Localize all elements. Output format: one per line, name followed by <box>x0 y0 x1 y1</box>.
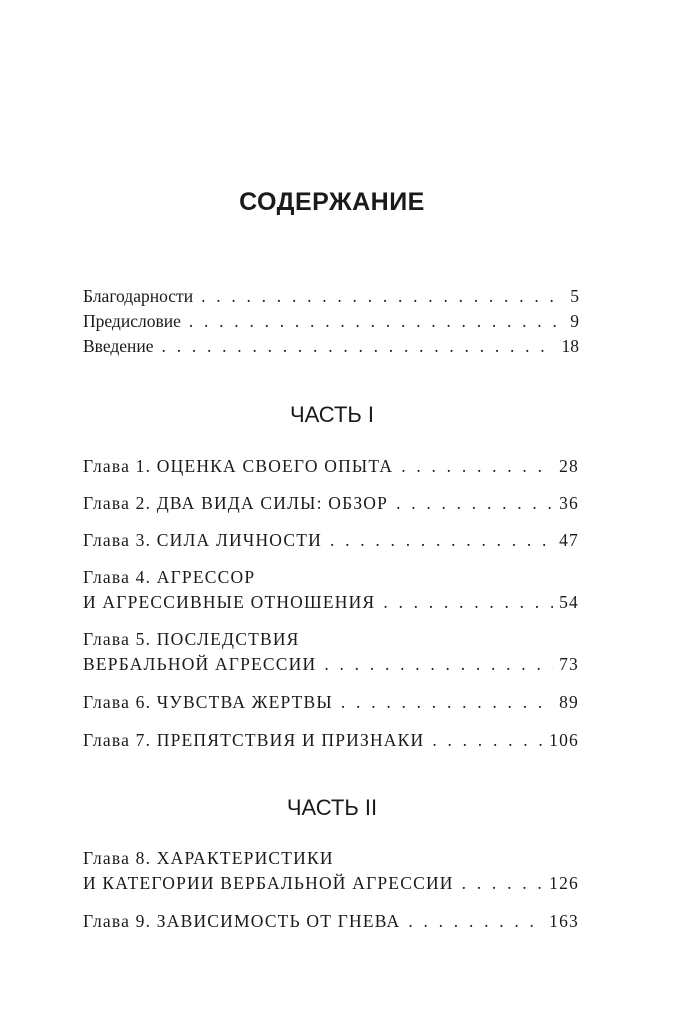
toc-entry-label-line1: Глава 8. ХАРАКТЕРИСТИКИ <box>83 848 334 868</box>
toc-entry-chapter-3[interactable] <box>83 528 579 553</box>
toc-entry-page: 9 <box>570 311 579 331</box>
part-2-heading: ЧАСТЬ II <box>286 795 378 820</box>
dot-leader <box>462 871 544 896</box>
toc-entry-page: 5 <box>570 286 579 306</box>
toc-entry-label: Глава 7. ПРЕПЯТСТВИЯ И ПРИЗНАКИ <box>83 730 425 750</box>
toc-entry-page: 36 <box>559 493 579 513</box>
toc-entry-page: 28 <box>559 456 579 476</box>
dot-leader <box>408 909 543 934</box>
dot-leader <box>330 528 553 553</box>
toc-entry-page: 18 <box>561 336 579 356</box>
toc-entry-page: 47 <box>559 530 579 550</box>
toc-entry-label: Глава 1. ОЦЕНКА СВОЕГО ОПЫТА <box>83 456 394 476</box>
toc-entry-chapter-6[interactable] <box>83 690 579 715</box>
toc-entry-label: Введение <box>83 336 154 356</box>
dot-leader <box>162 334 556 359</box>
toc-entry-label: Глава 9. ЗАВИСИМОСТЬ ОТ ГНЕВА <box>83 911 401 931</box>
toc-entry-label: Глава 3. СИЛА ЛИЧНОСТИ <box>83 530 322 550</box>
toc-entry-label: И КАТЕГОРИИ ВЕРБАЛЬНОЙ АГРЕССИИ <box>83 873 454 893</box>
toc-entry-page: 54 <box>559 592 579 612</box>
toc-title: СОДЕРЖАНИЕ <box>239 188 425 216</box>
toc-entry-label-line1: Глава 4. АГРЕССОР <box>83 567 256 587</box>
toc-entry-label: Глава 6. ЧУВСТВА ЖЕРТВЫ <box>83 692 333 712</box>
toc-entry-chapter-5[interactable] <box>83 627 579 677</box>
dot-leader <box>432 728 543 753</box>
dot-leader <box>401 454 553 479</box>
toc-entry-label: И АГРЕССИВНЫЕ ОТНОШЕНИЯ <box>83 592 376 612</box>
toc-entry-preface[interactable] <box>83 309 579 334</box>
toc-entry-label: Глава 2. ДВА ВИДА СИЛЫ: ОБЗОР <box>83 493 389 513</box>
toc-entry-page: 73 <box>559 654 579 674</box>
toc-entry-chapter-2[interactable] <box>83 491 579 516</box>
dot-leader <box>396 491 553 516</box>
toc-entry-label: Предисловие <box>83 311 181 331</box>
toc-entry-chapter-9[interactable] <box>83 909 579 934</box>
dot-leader <box>341 690 553 715</box>
toc-entry-page: 126 <box>549 873 579 893</box>
toc-entry-chapter-7[interactable] <box>83 728 579 753</box>
dot-leader <box>324 652 553 677</box>
toc-entry-introduction[interactable] <box>83 334 579 359</box>
toc-entry-chapter-8[interactable] <box>83 846 579 896</box>
toc-entry-chapter-4[interactable] <box>83 565 579 615</box>
toc-entry-acknowledgements[interactable] <box>83 284 579 309</box>
toc-entry-page: 106 <box>549 730 579 750</box>
toc-entry-label-line1: Глава 5. ПОСЛЕДСТВИЯ <box>83 629 300 649</box>
toc-entry-chapter-1[interactable] <box>83 454 579 479</box>
dot-leader <box>189 309 564 334</box>
toc-entry-label: ВЕРБАЛЬНОЙ АГРЕССИИ <box>83 654 317 674</box>
toc-entry-label: Благодарности <box>83 286 194 306</box>
dot-leader <box>383 590 553 615</box>
toc-entry-page: 163 <box>549 911 579 931</box>
part-1-heading: ЧАСТЬ I <box>289 402 375 427</box>
toc-entry-page: 89 <box>559 692 579 712</box>
dot-leader <box>201 284 564 309</box>
